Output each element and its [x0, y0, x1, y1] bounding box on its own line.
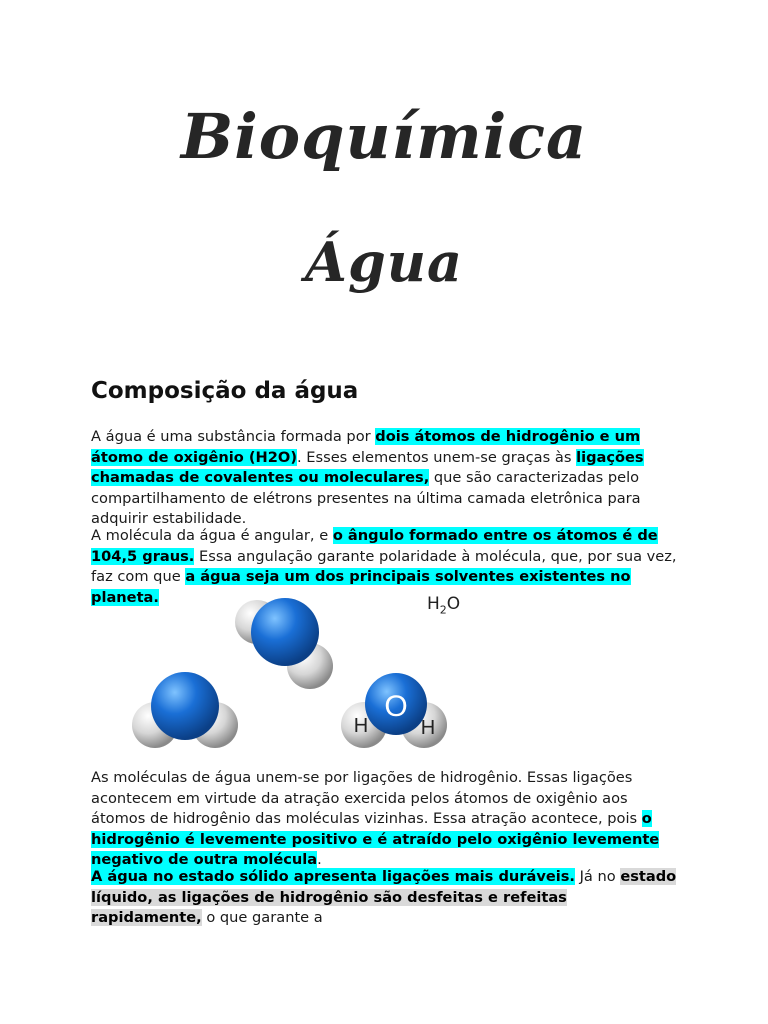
highlight-text: a água seja um dos principais solventes existentes no planeta. — [91, 568, 631, 606]
highlight-text: ligações chamadas de covalentes ou moleculares, — [91, 448, 644, 486]
oxygen-label: O — [384, 690, 408, 723]
water-formula: $H_2O$ — [427, 594, 461, 617]
paragraph-text: Já no — [574, 868, 621, 885]
highlight-text: o hidrogênio é levemente positivo e é atraído pelo oxigênio levemente negativo de outra molécula — [91, 810, 660, 868]
paragraph-text: A água é uma substância formada por — [91, 428, 376, 445]
paragraph-composition — [91, 427, 681, 530]
gray-highlight-text: estado líquido, as ligações de hidrogênio são desfeitas e refeitas rapidamente, — [91, 868, 677, 926]
document-title: Bioquímica — [180, 100, 588, 173]
section-heading: Composição da água — [91, 378, 359, 404]
paragraph-text: o que garante a — [201, 909, 323, 926]
highlight-text: dois átomos de hidrogênio e um átomo de oxigênio (H2O) — [91, 428, 641, 466]
hydrogen-label-left: H — [353, 715, 369, 737]
highlight-text: o ângulo formado entre os átomos é de 104,5 graus. — [91, 527, 658, 565]
paragraph-text: Essa angulação garante polaridade à molécula, que, por sua vez, faz com que — [91, 547, 677, 585]
molecule-left — [132, 672, 238, 748]
paragraph-text: . Esses elementos unem-se graças às — [297, 448, 577, 466]
highlight-text: A água no estado sólido apresenta ligações mais duráveis. — [91, 868, 575, 885]
paragraph-text: . — [317, 851, 322, 868]
document-subtitle: Água — [305, 230, 463, 294]
paragraph-bonds — [91, 768, 681, 871]
paragraph-text: A molécula da água é angular, e — [91, 527, 333, 544]
paragraph-states — [91, 867, 681, 929]
molecule-labeled — [341, 673, 447, 748]
hydrogen-label-right: H — [420, 717, 436, 739]
water-molecules-illustration — [120, 592, 480, 762]
molecule-top — [235, 598, 333, 689]
paragraph-text: As moléculas de água unem-se por ligações de hidrogênio. Essas ligações acontecem em virtude da atração exercida pelos átomos de oxigênio aos átomos de hidrogênio das moléculas vizinhas. Essa atração acontece, pois — [91, 769, 642, 827]
paragraph-text: que são caracterizadas pelo compartilhamento de elétrons presentes na última camada eletrônica para adquirir estabilidade. — [91, 469, 641, 527]
